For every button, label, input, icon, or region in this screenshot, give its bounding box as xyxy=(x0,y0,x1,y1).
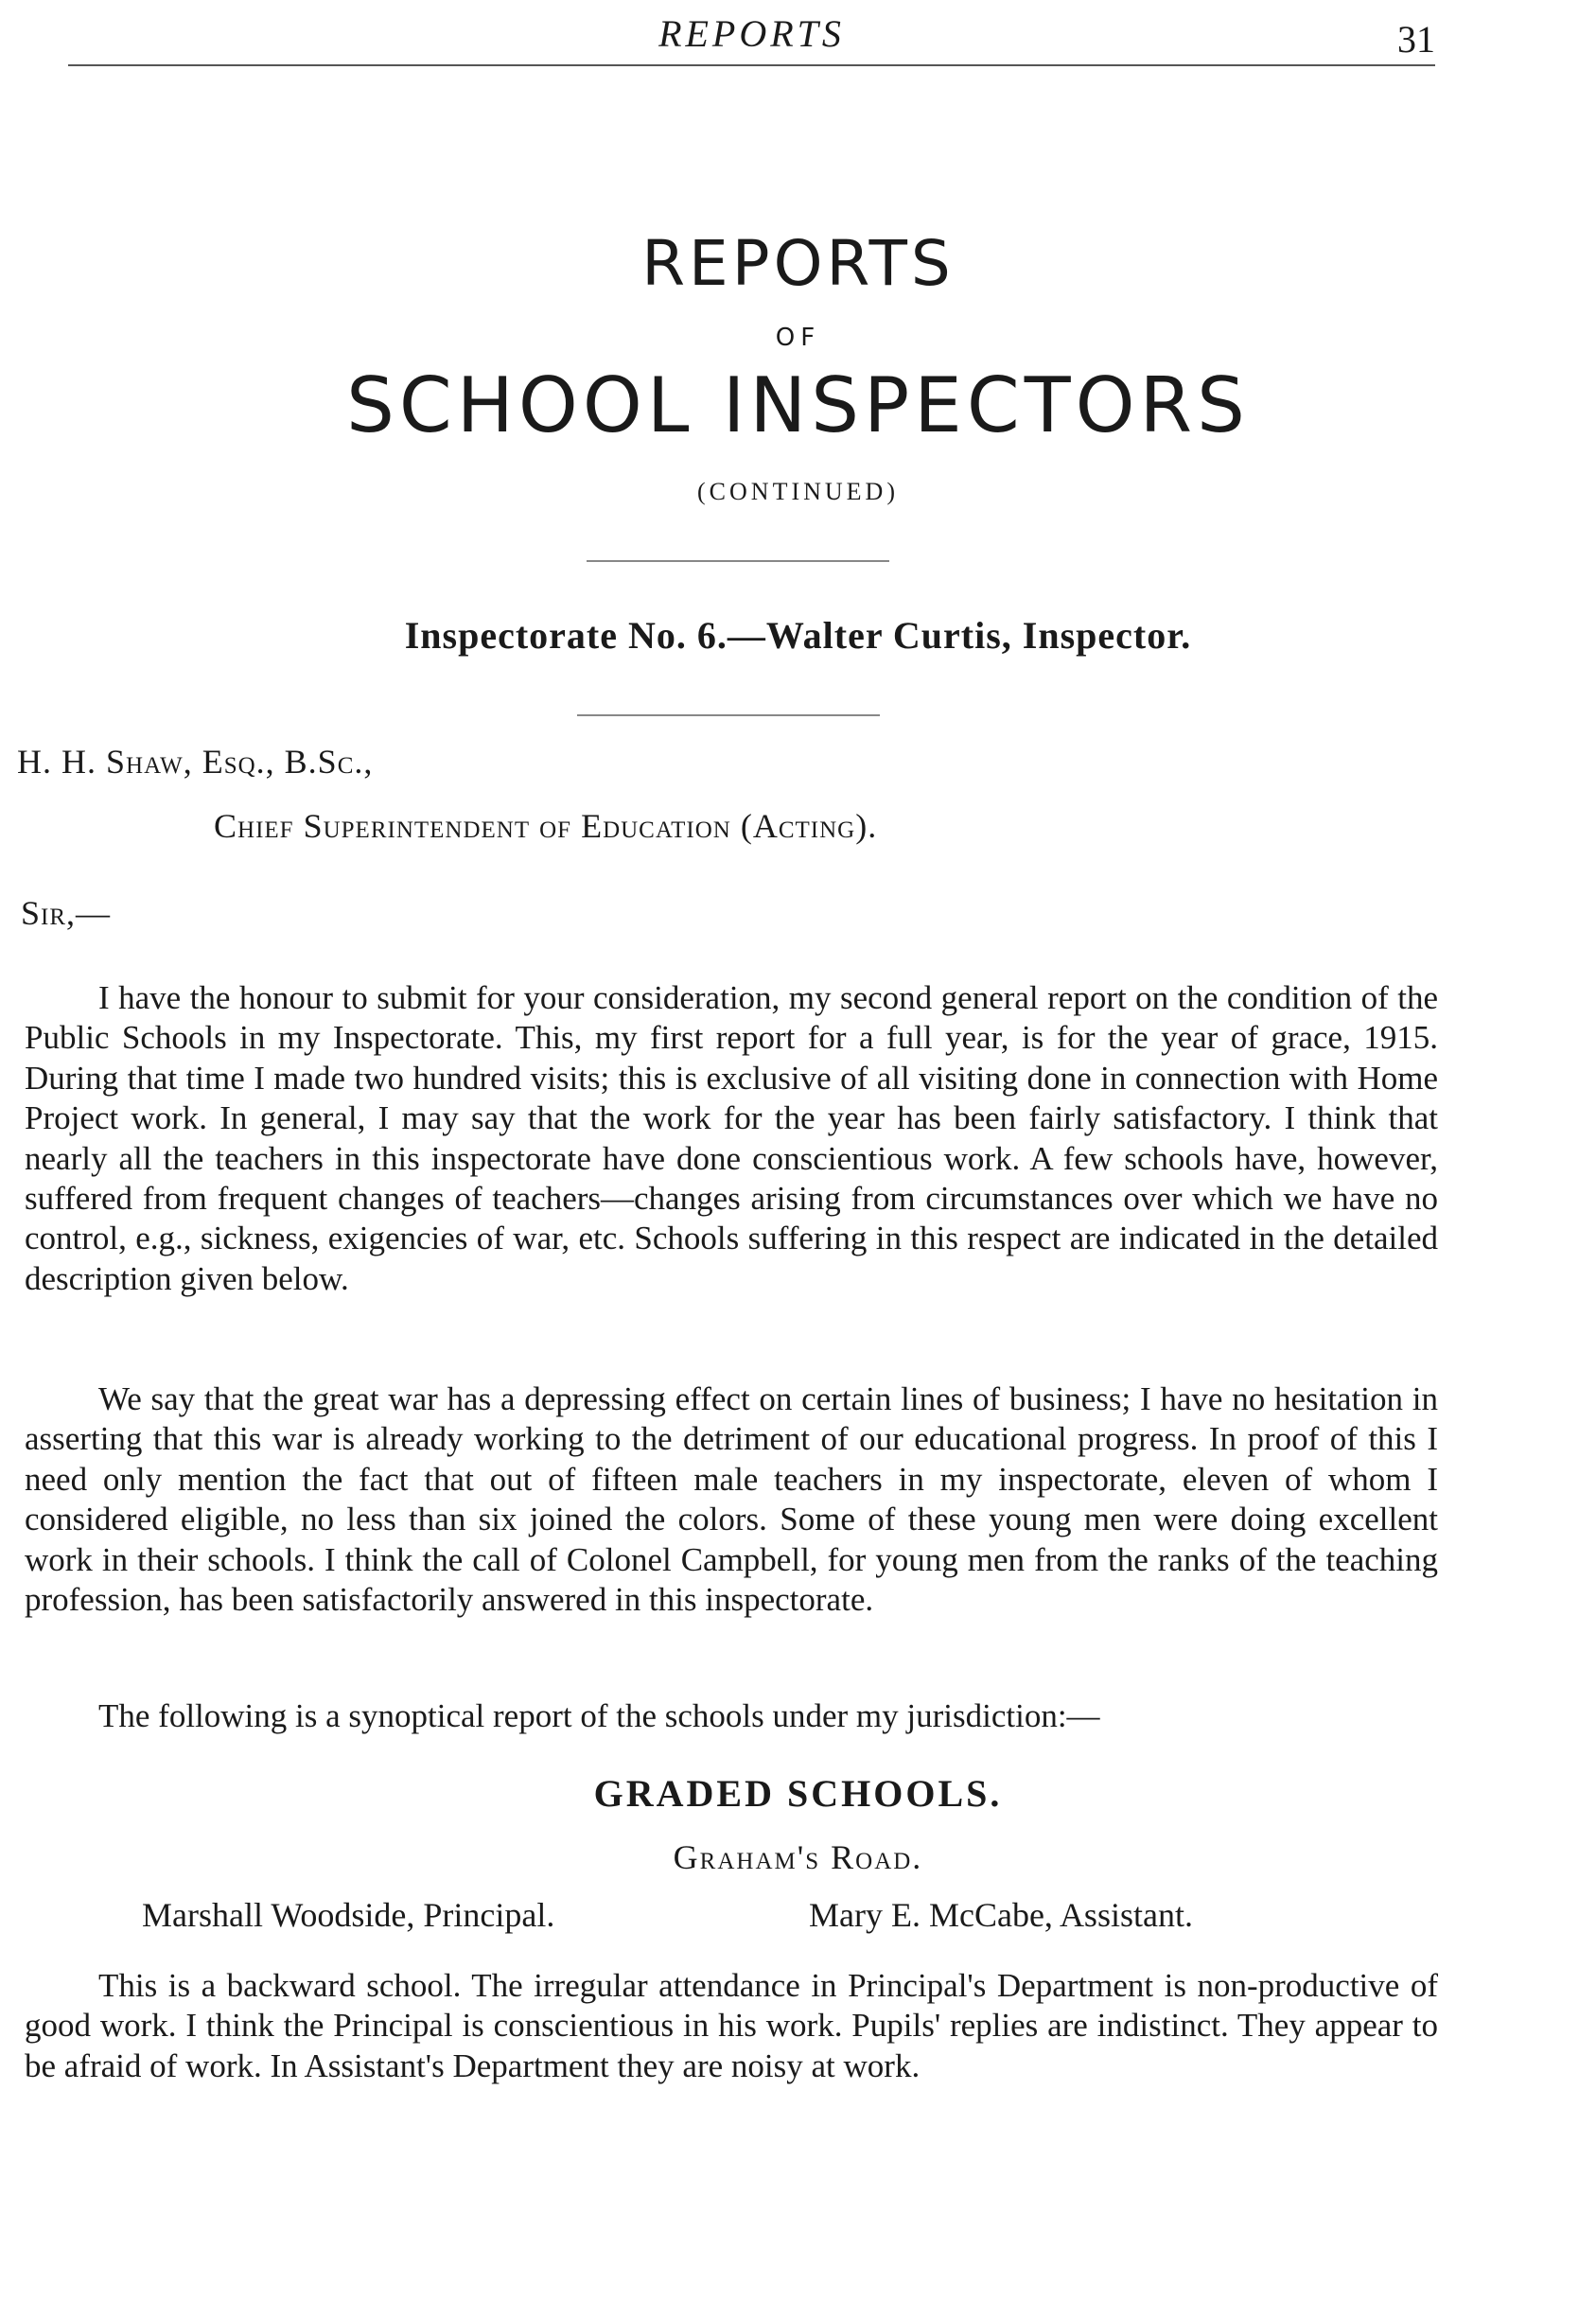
addressee: H. H. Shaw, Esq., B.Sc., xyxy=(17,743,374,781)
staff-principal: Marshall Woodside, Principal. xyxy=(142,1896,555,1934)
addressee-title: Chief Superintendent of Education (Acting). xyxy=(214,807,878,845)
salutation: Sir,— xyxy=(21,894,112,932)
divider-rule xyxy=(587,560,889,562)
running-title: REPORTS xyxy=(658,12,845,55)
title-school-inspectors: SCHOOL INSPECTORS xyxy=(346,361,1250,449)
paragraph-intro: I have the honour to submit for your consideration, my second general report on the condition of the Public Schools in my Inspectorate. This, my first report for a full year, is for the year of grace, 1915. During that time I made two hundred visits; this is exclusive of all visiting done in connection with Home Project work. In general, I may say that the work for the year has been fairly satisfactory. I think that nearly all the teachers in this inspectorate have done conscientious work. A few schools have, however, suffered from frequent changes of teachers—changes arising from circumstances over which we have no control, e.g., sickness, exigencies of war, etc. Schools suffering in this respect are indicated in the detailed description given below. xyxy=(25,979,1438,1297)
paragraph-war: We say that the great war has a depressing effect on certain lines of business; I have no hesitation in asserting that this war is already working to the detriment of our educational progress. In proof of this I need only mention the fact that out of fifteen male teachers in my inspectorate, eleven of whom I considered eligible, no less than six joined the colors. Some of these young men were doing excellent work in their schools. I think the call of Colonel Campbell, for young men from the ranks of the teaching profession, has been satisfactorily answered in this inspectorate. xyxy=(25,1380,1438,1619)
page-number: 31 xyxy=(1397,18,1435,61)
title-reports: REPORTS xyxy=(641,227,955,300)
title-continued: (CONTINUED) xyxy=(697,478,899,505)
running-head xyxy=(68,11,1435,66)
staff-assistant: Mary E. McCabe, Assistant. xyxy=(809,1896,1193,1934)
section-heading: GRADED SCHOOLS. xyxy=(593,1772,1003,1815)
inspectorate-heading: Inspectorate No. 6.—Walter Curtis, Inspector. xyxy=(404,614,1192,657)
divider-rule xyxy=(577,714,880,716)
paragraph-synopsis: The following is a synoptical report of the schools under my jurisdiction:— xyxy=(98,1697,1100,1734)
school-name: Graham's Road. xyxy=(673,1838,923,1876)
paragraph-school-report: This is a backward school. The irregular attendance in Principal's Department is non-productive of good work. I think the Principal is conscientious in his work. Pupils' replies are indistinct. They appear to be afraid of work. In Assistant's Department they are noisy at work. xyxy=(25,1967,1438,2084)
title-of: OF xyxy=(775,324,821,352)
